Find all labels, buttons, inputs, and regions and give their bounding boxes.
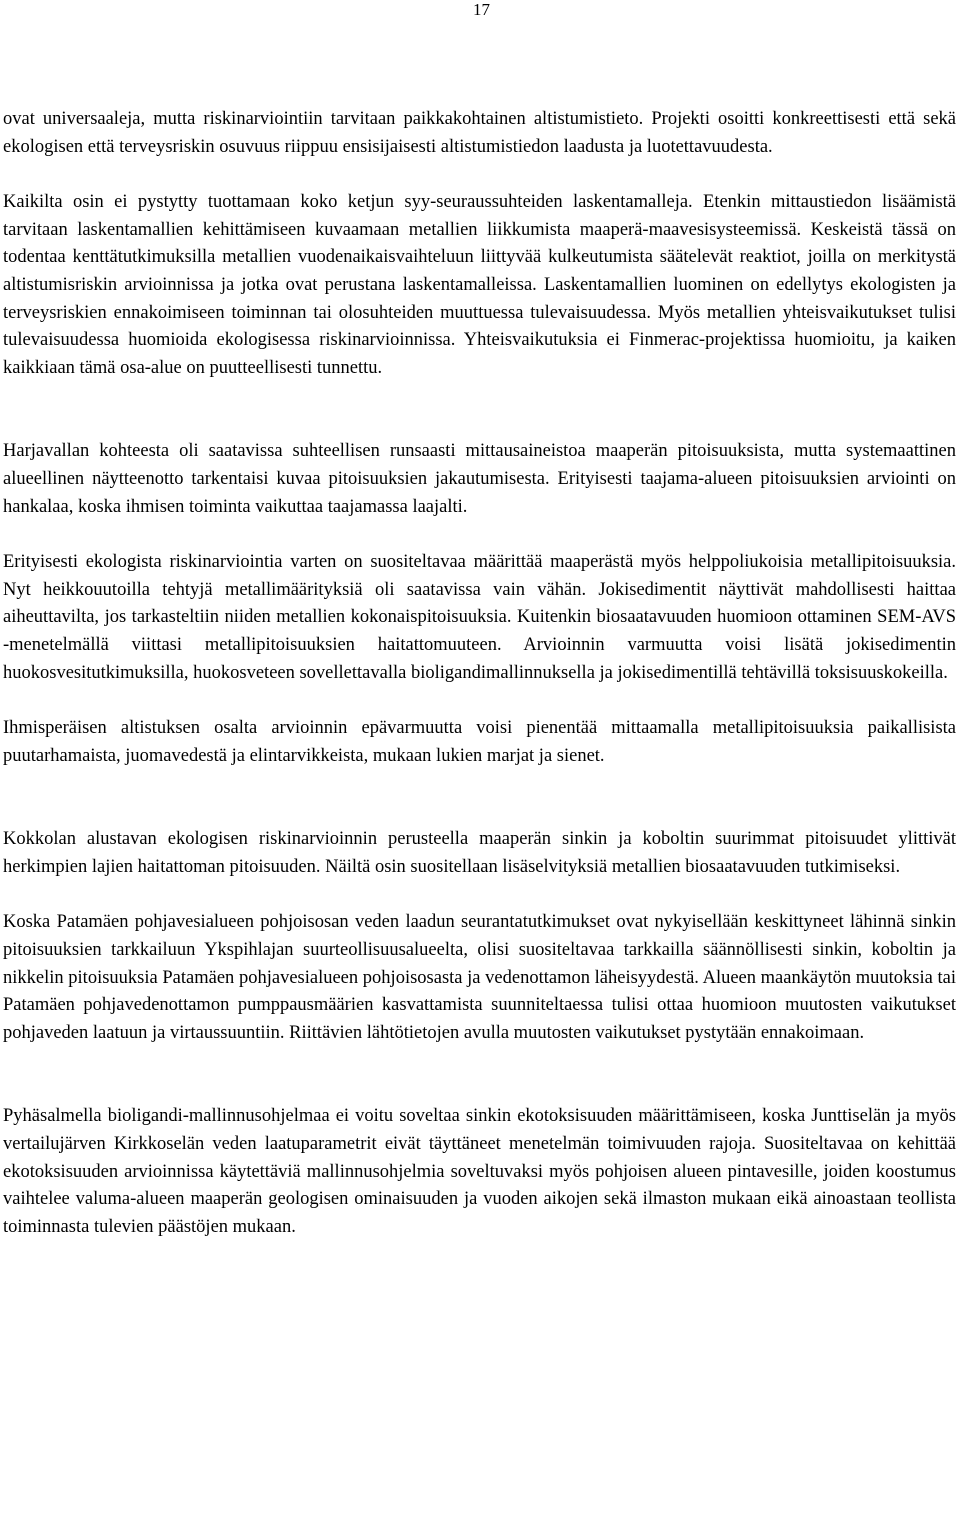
- paragraph-5: Ihmisperäisen altistuksen osalta arvioinnin epävarmuutta voisi pienentää mittaamalla metallipitoisuuksia paikallisista puutarhamaista, juomavedestä ja elintarvikkeista, mukaan lukien marjat ja sienet.: [3, 718, 956, 766]
- paragraph-4: Erityisesti ekologista riskinarviointia varten on suositeltavaa määrittää maaperästä myös helppoliukoisia metallipitoisuuksia. Nyt heikkouutoilla tehtyjä metallimäärityksiä oli saatavissa vain vähän. Jokisedimentit näyttivät mahdollisesti haittaa aiheuttavilta, jos tarkasteltiin niiden metallien kokonaispitoisuuksia. Kuitenkin biosaatavuuden huomioon ottaminen SEM-AVS -menetelmällä viittasi metallipitoisuuksien haitattomuuteen. Arvioinnin varmuutta voisi lisätä jokisedimentin huokosvesitutkimuksilla, huokosveteen sovellettavalla bioligandimallinnuksella ja jokisedimentillä tehtävillä toksisuuskokeilla.: [3, 552, 956, 683]
- page-number: 17: [473, 0, 490, 19]
- paragraph-1: ovat universaaleja, mutta riskinarviointiin tarvitaan paikkakohtainen altistumistieto. Projekti osoitti konkreettisesti että sekä ekologisen että terveysriskin osuvuus riippuu ensisijaisesti altistumistiedon laadusta ja luotettavuudesta.: [3, 109, 956, 157]
- paragraph-7: Koska Patamäen pohjavesialueen pohjoisosan veden laadun seurantatutkimukset ovat nykyisellään keskittyneet lähinnä sinkin pitoisuuksien tarkkailuun Ykspihlajan suurteollisuusalueelta, olisi suositeltavaa tarkkailla säännöllisesti sinkin, koboltin ja nikkelin pitoisuuksia Patamäen pohjavesialueen pohjoisosasta ja vedenottamon läheisyydestä. Alueen maankäytön muutoksia tai Patamäen pohjavedenottamon pumppausmäärien kasvattamista suunniteltaessa tulisi ottaa huomioon muutosten vaikutukset pohjaveden laatuun ja virtaussuuntiin. Riittävien lähtötietojen avulla muutosten vaikutukset pystytään ennakoimaan.: [3, 912, 956, 1043]
- paragraph-6: Kokkolan alustavan ekologisen riskinarvioinnin perusteella maaperän sinkin ja koboltin suurimmat pitoisuudet ylittivät herkimpien lajien haitattoman pitoisuuden. Näiltä osin suositellaan lisäselvityksiä metallien biosaatavuuden tutkimiseksi.: [3, 829, 956, 877]
- document-body: [3, 106, 956, 1241]
- paragraph-2: Kaikilta osin ei pystytty tuottamaan koko ketjun syy-seuraussuhteiden laskentamalleja. Etenkin mittaustiedon lisäämistä tarvitaan laskentamallien kehittämiseen kuvaamaan metallien liikkumista maaperä-maavesisysteemissä. Keskeistä tässä on todentaa kenttätutkimuksilla metallien vuodenaikaisvaihteluun liittyvää kulkeutumista säätelevät reaktiot, joilla on merkitystä altistumisriskin arvioinnissa ja jotka ovat perustana laskentamalleissa. Laskentamallien luominen on edellytys ekologisten ja terveysriskien ennakoimiseen toiminnan tai olosuhteiden muuttuessa tulevaisuudessa. Myös metallien yhteisvaikutukset tulisi tulevaisuudessa huomioida ekologisessa riskinarvioinnissa. Yhteisvaikutuksia ei Finmerac-projektissa huomioitu, ja kaiken kaikkiaan tämä osa-alue on puutteellisesti tunnettu.: [3, 192, 956, 378]
- paragraph-8: Pyhäsalmella bioligandi-mallinnusohjelmaa ei voitu soveltaa sinkin ekotoksisuuden määrittämiseen, koska Junttiselän ja myös vertailujärven Kirkkoselän veden laatuparametrit eivät täyttäneet menetelmän toimivuuden rajoja. Suositeltavaa on kehittää ekotoksisuuden arvioinnissa käytettäviä mallinnusohjelmia soveltuvaksi myös pohjoisen alueen pintavesille, joiden koostumus vaihtelee valuma-alueen maaperän geologisen ominaisuuden ja vuoden aikojen sekä ilmaston mukaan eikä ainoastaan teollista toiminnasta tulevien päästöjen mukaan.: [3, 1106, 956, 1237]
- paragraph-3: Harjavallan kohteesta oli saatavissa suhteellisen runsaasti mittausaineistoa maaperän pitoisuuksista, mutta systemaattinen alueellinen näytteenotto tarkentaisi kuvaa pitoisuuksien jakautumisesta. Erityisesti taajama-alueen pitoisuuksien arviointi on hankalaa, koska ihmisen toiminta vaikuttaa taajamassa laajalti.: [3, 441, 956, 517]
